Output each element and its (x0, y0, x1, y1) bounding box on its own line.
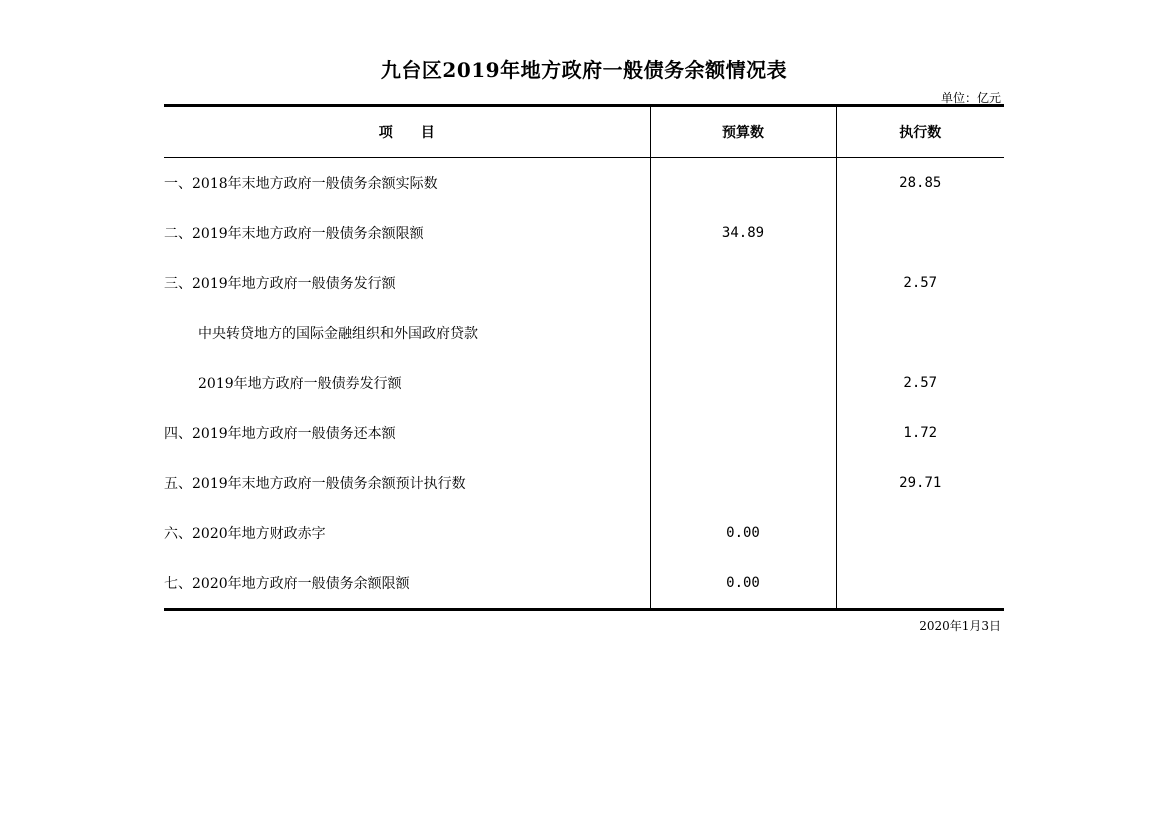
execution-cell: 28.85 (836, 158, 1004, 209)
page-title: 九台区2019年地方政府一般债务余额情况表 (380, 58, 788, 82)
table-row (164, 408, 1004, 458)
budget-cell: 34.89 (650, 208, 836, 258)
budget-cell (650, 358, 836, 408)
row-label: 三、2019年地方政府一般债务发行额 (164, 276, 396, 292)
table-row (164, 258, 1004, 308)
row-label: 五、2019年末地方政府一般债务余额预计执行数 (164, 476, 466, 492)
table-row (164, 308, 1004, 358)
table-row (164, 458, 1004, 508)
execution-cell (836, 208, 1004, 258)
budget-cell (650, 458, 836, 508)
header-budget: 预算数 (650, 106, 836, 158)
row-label: 一、2018年末地方政府一般债务余额实际数 (164, 176, 438, 192)
row-label: 六、2020年地方财政赤字 (164, 526, 326, 542)
table-header-row (164, 106, 1004, 158)
budget-cell: 0.00 (650, 558, 836, 610)
execution-cell (836, 558, 1004, 610)
budget-cell (650, 408, 836, 458)
unit-label: 单位：亿元 (940, 91, 1001, 105)
budget-cell (650, 158, 836, 209)
row-label: 2019年地方政府一般债券发行额 (198, 376, 402, 392)
debt-table (164, 104, 1004, 611)
table-row (164, 208, 1004, 258)
execution-cell: 2.57 (836, 258, 1004, 308)
execution-cell: 29.71 (836, 458, 1004, 508)
report-date: 2020年1月3日 (919, 619, 1001, 633)
header-item: 项 目 (164, 106, 650, 158)
execution-cell (836, 308, 1004, 358)
execution-cell: 1.72 (836, 408, 1004, 458)
table-row (164, 558, 1004, 610)
table-row (164, 508, 1004, 558)
header-execution: 执行数 (836, 106, 1004, 158)
row-label: 中央转贷地方的国际金融组织和外国政府贷款 (198, 326, 478, 342)
row-label: 七、2020年地方政府一般债务余额限额 (164, 576, 410, 592)
execution-cell: 2.57 (836, 358, 1004, 408)
budget-cell: 0.00 (650, 508, 836, 558)
table-row (164, 158, 1004, 209)
table-row (164, 358, 1004, 408)
execution-cell (836, 508, 1004, 558)
row-label: 四、2019年地方政府一般债务还本额 (164, 426, 396, 442)
row-label: 二、2019年末地方政府一般债务余额限额 (164, 226, 424, 242)
budget-cell (650, 308, 836, 358)
budget-cell (650, 258, 836, 308)
